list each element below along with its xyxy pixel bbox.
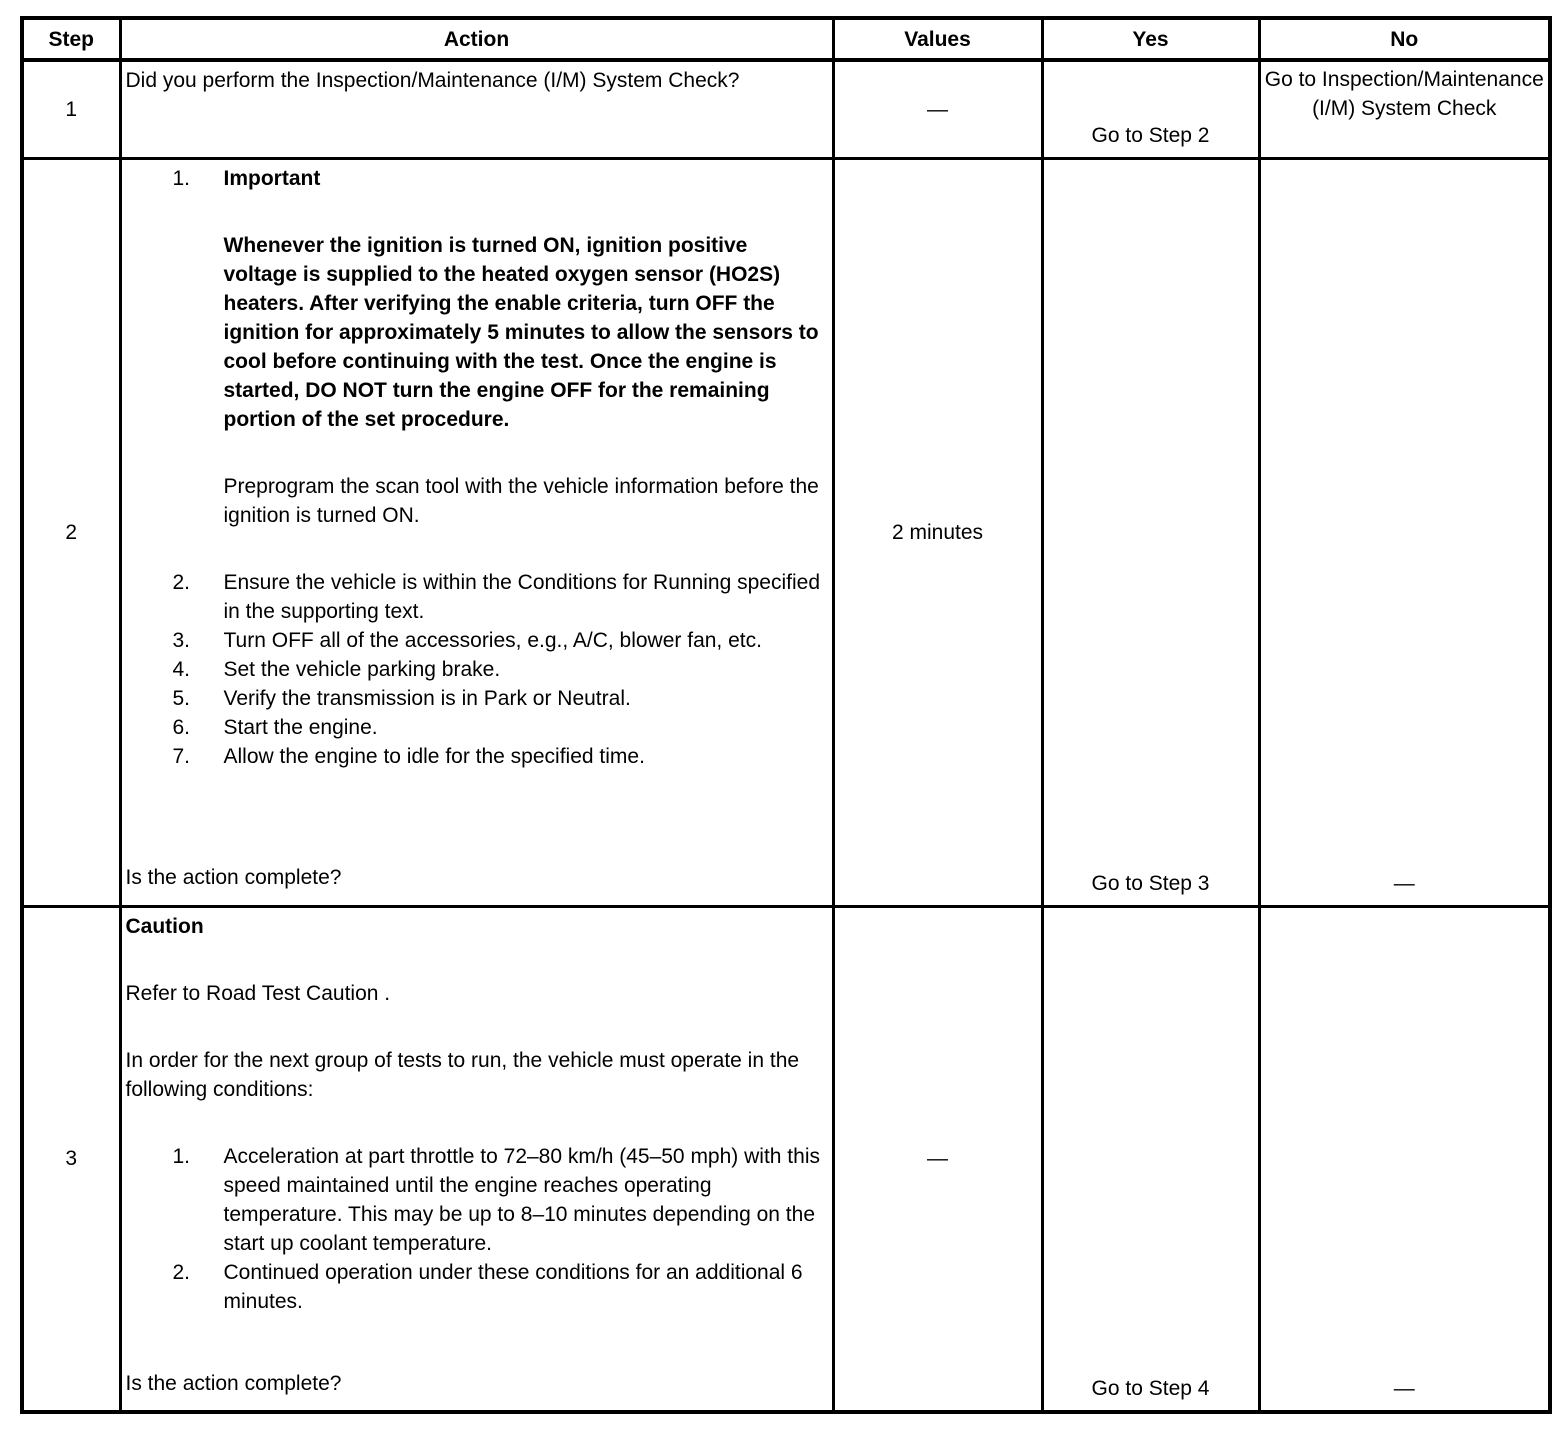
caution-title: Caution xyxy=(125,914,204,938)
list-item-3-2 xyxy=(126,1258,824,1316)
header-row xyxy=(22,18,1550,60)
list-item-text: Allow the engine to idle for the specified time. xyxy=(223,744,645,768)
list-item-number: 4. xyxy=(172,657,191,681)
yes-cell-3: Go to Step 4 xyxy=(1042,906,1259,1412)
no-cell-1: Go to Inspection/Maintenance (I/M) System Check xyxy=(1259,60,1550,158)
list-item-number: 1. xyxy=(172,1144,191,1168)
list-item-text: Verify the transmission is in Park or Neutral. xyxy=(223,686,631,710)
action-cell-1 xyxy=(120,60,833,158)
list-item-number: 3. xyxy=(172,628,191,652)
table-row-step-2 xyxy=(22,158,1550,906)
values-cell-3: — xyxy=(833,906,1042,1412)
step-number-2: 2 xyxy=(22,158,120,906)
col-header-action: Action xyxy=(120,18,833,60)
list-item-number: 7. xyxy=(172,744,191,768)
col-header-yes: Yes xyxy=(1042,18,1259,60)
list-item-text: Continued operation under these conditions for an additional 6 minutes. xyxy=(223,1260,803,1313)
action-cell-3 xyxy=(120,906,833,1412)
action-cell-2 xyxy=(120,158,833,906)
list-item-text: Turn OFF all of the accessories, e.g., A/C, blower fan, etc. xyxy=(223,628,762,652)
values-cell-1: — xyxy=(833,60,1042,158)
list-item-2-2 xyxy=(126,568,824,626)
list-item-number: 2. xyxy=(172,1260,191,1284)
list-item-text: Ensure the vehicle is within the Conditions for Running specified in the supporting text. xyxy=(223,570,821,623)
list-item-2-1 xyxy=(126,164,824,568)
diagnostic-table xyxy=(20,16,1552,1414)
list-item-2-3 xyxy=(126,626,824,655)
col-header-values: Values xyxy=(833,18,1042,60)
important-title: Important xyxy=(223,166,321,190)
list-item-3-1 xyxy=(126,1142,824,1258)
no-cell-2: — xyxy=(1259,158,1550,906)
step-number-3: 3 xyxy=(22,906,120,1412)
list-item-2-4 xyxy=(126,655,824,684)
no-cell-3: — xyxy=(1259,906,1550,1412)
col-header-step: Step xyxy=(22,18,120,60)
action-content-2 xyxy=(126,164,824,892)
list-item-text: Start the engine. xyxy=(223,715,378,739)
list-item-text: Preprogram the scan tool with the vehicle information before the ignition is turned ON. xyxy=(223,474,819,527)
list-item-2-6 xyxy=(126,713,824,742)
yes-cell-2: Go to Step 3 xyxy=(1042,158,1259,906)
yes-cell-1: Go to Step 2 xyxy=(1042,60,1259,158)
list-item-2-5 xyxy=(126,684,824,713)
list-item-2-7 xyxy=(126,742,824,771)
col-header-no: No xyxy=(1259,18,1550,60)
table-row-step-3 xyxy=(22,906,1550,1412)
action-content-3 xyxy=(126,912,824,1398)
action-complete-question-2: Is the action complete? xyxy=(125,865,342,889)
list-item-body xyxy=(224,164,824,530)
list-item-number: 5. xyxy=(172,686,191,710)
list-item-text: Set the vehicle parking brake. xyxy=(223,657,501,681)
values-cell-2: 2 minutes xyxy=(833,158,1042,906)
list-item-number: 2. xyxy=(172,570,191,594)
step-number-1: 1 xyxy=(22,60,120,158)
list-item-number: 6. xyxy=(172,715,191,739)
important-text: Whenever the ignition is turned ON, ignition positive voltage is supplied to the heated oxygen sensor (HO2S) heaters. After verifying the enable criteria, turn OFF the ignition for approximately 5 minutes to allow the sensors to cool before continuing with the test. Once the engine is started, DO NOT turn the engine OFF for the remaining portion of the set procedure. xyxy=(223,233,819,431)
caution-reference: Refer to Road Test Caution . xyxy=(125,981,391,1005)
conditions-intro: In order for the next group of tests to run, the vehicle must operate in the following conditions: xyxy=(125,1048,800,1101)
action-question-1: Did you perform the Inspection/Maintenance (I/M) System Check? xyxy=(125,69,740,92)
table-row-step-1 xyxy=(22,60,1550,158)
list-item-number: 1. xyxy=(172,166,191,190)
action-complete-question-3: Is the action complete? xyxy=(125,1371,342,1395)
list-item-text: Acceleration at part throttle to 72–80 km/h (45–50 mph) with this speed maintained until the engine reaches operating temperature. This may be up to 8–10 minutes depending on the start up coolant temperature. xyxy=(223,1144,820,1255)
